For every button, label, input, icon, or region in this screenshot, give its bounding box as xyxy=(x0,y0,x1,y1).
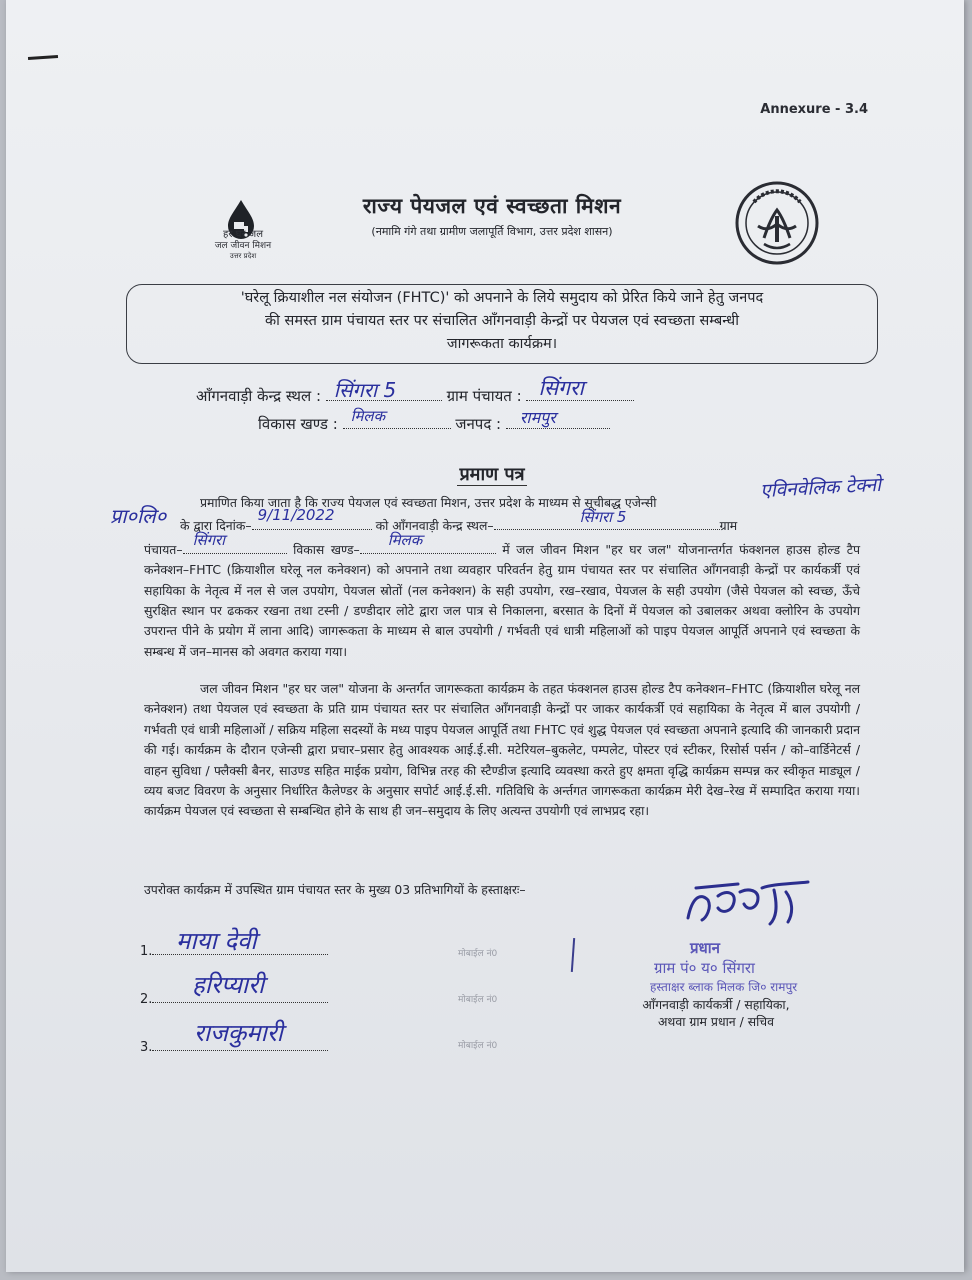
pen-stroke xyxy=(571,938,575,972)
block-handwritten: मिलक xyxy=(387,530,423,549)
block-value: मिलक xyxy=(350,407,386,425)
p1-line-2: के द्वारा दिनांक– 9/11/2022 को आँगनवाड़ी केन्द्र स्थल– सिंगरा 5 ग्राम xyxy=(180,506,738,534)
pradhan-signature xyxy=(678,878,818,938)
banner-line-2: की समस्त ग्राम पंचायत स्तर पर संचालित आँगनवाड़ी केन्द्रों पर पेयजल एवं स्वच्छता सम्बन्धी xyxy=(265,313,739,329)
agency-name-handwritten: एविनवेलिक टेक्नो xyxy=(759,473,882,503)
mobile-label-3: मोबाईल नं0 xyxy=(458,1041,498,1051)
mission-title: राज्य पेयजल एवं स्वच्छता मिशन xyxy=(362,194,622,218)
mission-subtitle: (नमामि गंगे तथा ग्रामीण जलापूर्ति विभाग, उत्तर प्रदेश शासन) xyxy=(371,225,613,238)
logo-caption-1: हर घर जल xyxy=(223,229,263,240)
anganwadi-field xyxy=(326,378,442,402)
participant-2-line: 2. xyxy=(140,992,328,1007)
district-label: जनपद : xyxy=(455,415,502,433)
participant-3-signature: राजकुमारी xyxy=(194,1019,283,1047)
pen-mark xyxy=(28,55,58,60)
panchayat-handwritten: सिंगरा xyxy=(192,530,226,549)
site-value: सिंगरा 5 xyxy=(579,508,627,527)
program-banner xyxy=(126,284,878,364)
certificate-heading: प्रमाण पत्र xyxy=(459,464,525,485)
mobile-label-1: मोबाईल नं0 xyxy=(458,949,498,959)
certificate-paragraph-1 xyxy=(144,493,860,662)
stamp-title: प्रधान xyxy=(690,939,720,957)
participant-1-line: 1. xyxy=(140,944,328,959)
panchayat-value: सिंगरा xyxy=(538,376,584,400)
certificate-paragraph-2: जल जीवन मिशन "हर घर जल" योजना के अन्तर्गत जागरूकता कार्यक्रम के तहत फंक्शनल हाउस होल्ड टैप कनेक्शन–FHTC (क्रियाशील घरेलू नल कनेक्शन) तथा पेयजल एवं स्वच्छता के प्रति ग्राम पंचायत स्तर पर संचालित आँगनवाड़ी केन्द्रों पर जाकर कार्यकर्त्री एवं सहायिका के नेतृत्व में बाल उपयोगी / गर्भवती एवं धात्री महिलाओं / सक्रिय महिला सदस्यों के मध्य पाइप पेयजल आपूर्ति तथा FHTC एवं शुद्ध पेयजल एवं स्वच्छता अपनाने इत्यादि की जानकारी प्रदान की गई। कार्यक्रम के दौरान एजेन्सी द्वारा प्रचार–प्रसार हेतु आवश्यक आई.ई.सी. मटेरियल–बुकलेट, पम्पलेट, पोस्टर एवं स्टीकर, रिसोर्स पर्सन / को–वार्डिनेटर्स / वाहन सुविधा / फ्लैक्सी बैनर, साउण्ड सहित माईक प्रयोग, विभिन्न तरह की स्टैण्डीज इत्यादि व्यवस्था करते हुए क्षमता वृद्धि कार्यक्रम सम्पन्न कर स्वीकृत माड्यूल / व्यय बजट विवरण के अनुसार निर्धारित कैलेण्डर के अनुसार सपोर्ट आई.ई.सी. गतिविधि के अर्न्तगत जागरूकता कार्यक्रम मेरी देख–रेख में सम्पादित कराया गया। कार्यक्रम पेयजल एवं स्वच्छता से सम्बन्धित होने के साथ ही जन–समुदाय के लिए अत्यन्त उपयोगी एवं लाभप्रद रहा। xyxy=(144,681,860,819)
anganwadi-value: सिंगरा 5 xyxy=(333,378,397,402)
annexure-label: Annexure - 3.4 xyxy=(760,102,868,117)
stamp-block: हस्ताक्षर ब्लाक मिलक जि० रामपुर xyxy=(650,980,798,994)
anganwadi-label: आँगनवाड़ी केन्द्र स्थल : xyxy=(196,387,322,405)
signatory-caption: आँगनवाड़ी कार्यकर्त्री / सहायिका, अथवा ग्राम प्रधान / सचिव xyxy=(642,997,790,1029)
panchayat-label: ग्राम पंचायत : xyxy=(446,387,522,405)
participant-2-signature: हरिप्यारी xyxy=(192,971,265,999)
participant-3-line: 3. xyxy=(140,1040,328,1055)
logo-caption-2: जल जीवन मिशन xyxy=(214,241,272,251)
signatures-intro: उपरोक्त कार्यक्रम में उपस्थित ग्राम पंचायत स्तर के मुख्य 03 प्रतिभागियों के हस्ताक्षरः– xyxy=(144,882,526,897)
event-date: 9/11/2022 xyxy=(257,506,335,525)
participant-1-signature: माया देवी xyxy=(176,927,257,955)
block-row xyxy=(258,407,610,434)
district-value: रामपुर xyxy=(519,408,556,427)
p1-line-1: प्रमाणित किया जाता है कि राज्य पेयजल एवं स्वच्छता मिशन, उत्तर प्रदेश के माध्यम से सूचीबद्ध एजेन्सी xyxy=(200,495,657,510)
document-page xyxy=(6,0,964,1272)
district-field xyxy=(506,408,610,429)
mobile-label-2: मोबाईल नं0 xyxy=(458,995,498,1005)
logo-caption-3: उत्तर प्रदेश xyxy=(229,252,257,260)
stamp-gram-panchayat: ग्राम पं० य० सिंगरा xyxy=(654,959,755,977)
block-label: विकास खण्ड : xyxy=(258,415,338,433)
panchayat-field xyxy=(526,376,634,401)
banner-line-1: 'घरेलू क्रियाशील नल संयोजन (FHTC)' को अपनाने के लिये समुदाय को प्रेरित किये जाने हेतु जनपद xyxy=(240,290,764,306)
anganwadi-row xyxy=(196,376,634,406)
block-field xyxy=(343,407,451,429)
banner-line-3: जागरूकता कार्यक्रम। xyxy=(446,336,558,352)
agency-prefix-handwritten: प्रा०लि० xyxy=(110,504,167,528)
p1-body: पंचायत– सिंगरा विकास खण्ड– मिलक में जल जीवन मिशन "हर घर जल" योजनान्तर्गत फंक्शनल हाउस होल्ड टैप कनेक्शन–FHTC (क्रियाशील घरेलू नल कनेक्शन) को अपनाने तथा व्यवहार परिवर्तन हेतु ग्राम पंचायत स्तर पर संचालित आँगनवाड़ी केन्द्रों पर कार्यकर्त्री एवं सहायिका के नेतृत्व में नल से जल उपयोग, पेयजल स्रोतों (नल कनेक्शन) के सही उपयोग, रख–रखाव, पेयजल के सही उपयोग (जैसे पेयजल को स्वच्छ, ऊँचे सुरक्षित स्थान पर ढककर रखना तथा टस्नी / डण्डीदार लोटे द्वारा जल पात्र से निकालना, बरसात के दिनों में पेयजल को उबालकर अथवा क्लोरिन के उपयोग उपरान्त पीने के प्रयोग में लाना आदि) जागरूकता के माध्यम से बाल उपयोगी / गर्भवती एवं धात्री महिलाओं को पाइप पेयजल आपूर्ति अपनाने एवं स्वच्छता के सम्बन्ध में जन–मानस को अवगत कराया गया। xyxy=(144,530,860,659)
